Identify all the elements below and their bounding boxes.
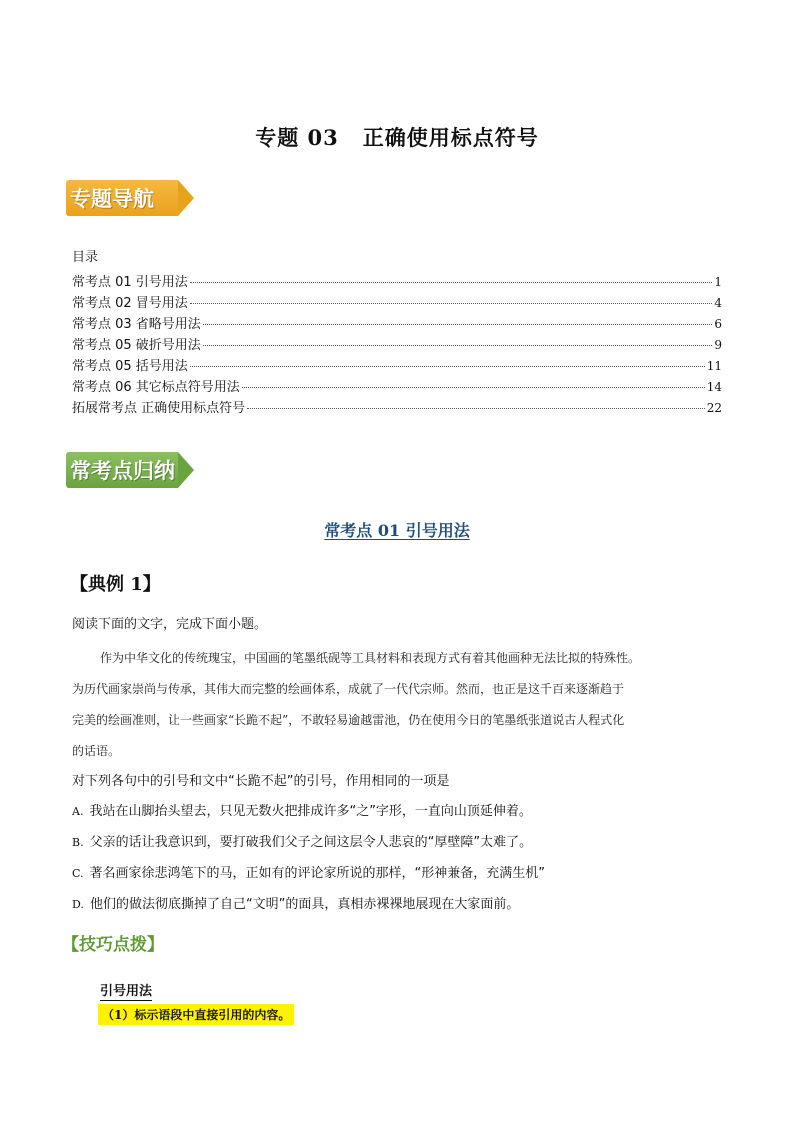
topic-navigation-banner: [66, 180, 194, 216]
answer-option: [72, 831, 752, 862]
page-title: [0, 122, 794, 152]
option-text: 他们的做法彻底撕掉了自己“文明”的面具，真相赤裸裸地展现在大家面前。: [89, 897, 520, 912]
answer-option: [72, 893, 752, 924]
toc-entry-page: 11: [706, 359, 722, 373]
page-title-text: 正确使用标点符号: [362, 125, 539, 150]
toc-heading: 目录: [72, 250, 99, 265]
section-title[interactable]: [0, 518, 794, 541]
toc-entry-title: 拓展常考点 正确使用标点符号: [72, 401, 246, 416]
toc-entry-page: 4: [714, 296, 722, 310]
passage-line: 为历代画家崇尚与传承，其伟大而完整的绘画体系，成就了一代代宗师。然而，也正是这千百来逐渐趋于: [72, 682, 625, 696]
answer-options: [72, 800, 752, 924]
reading-passage: [72, 643, 732, 767]
example-label: 【典例 1】: [70, 574, 161, 595]
table-of-contents: [72, 271, 722, 418]
option-key: B.: [72, 836, 84, 849]
toc-entry-title: 常考点 01 引号用法: [72, 275, 188, 290]
question-stem: 对下列各句中的引号和文中“长跪不起”的引号，作用相同的一项是: [72, 774, 450, 789]
toc-entry[interactable]: [72, 313, 722, 334]
toc-entry[interactable]: [72, 292, 722, 313]
toc-entry-page: 6: [714, 317, 722, 331]
usage-title: 引号用法: [100, 980, 152, 1001]
passage-line: 完美的绘画准则，让一些画家“长跪不起”，不敢轻易逾越雷池，仍在使用今日的笔墨纸张道说古人程式化: [72, 713, 625, 727]
tips-label: 【技巧点拨】: [62, 935, 164, 955]
toc-entry-title: 常考点 05 括号用法: [72, 359, 188, 374]
toc-entry[interactable]: [72, 355, 722, 376]
option-key: A.: [72, 805, 84, 818]
toc-entry-title: 常考点 06 其它标点符号用法: [72, 380, 240, 395]
toc-entry[interactable]: [72, 376, 722, 397]
toc-entry-page: 22: [706, 401, 722, 415]
answer-option: [72, 862, 752, 893]
toc-entry-title: 常考点 05 破折号用法: [72, 338, 201, 353]
usage-item-highlighted: （1）标示语段中直接引用的内容。: [98, 1004, 294, 1025]
toc-entry[interactable]: [72, 334, 722, 355]
page-title-number: 专题 03: [255, 125, 339, 150]
passage-line: 的话语。: [72, 744, 121, 758]
arrow-tip-icon: [178, 180, 194, 216]
toc-entry-title: 常考点 03 省略号用法: [72, 317, 201, 332]
key-points-summary-banner: [66, 452, 194, 488]
option-key: D.: [72, 898, 84, 911]
toc-entry[interactable]: [72, 271, 722, 292]
option-key: C.: [72, 867, 84, 880]
section-title-link[interactable]: 常考点 01 引号用法: [324, 521, 470, 540]
toc-entry-page: 1: [714, 275, 722, 289]
answer-option: [72, 800, 752, 831]
passage-line: 作为中华文化的传统瑰宝，中国画的笔墨纸砚等工具材料和表现方式有着其他画种无法比拟的特殊性。: [100, 651, 641, 665]
toc-entry-page: 14: [706, 380, 722, 394]
toc-entry-page: 9: [714, 338, 722, 352]
banner-label: 专题导航: [70, 187, 154, 211]
toc-entry[interactable]: [72, 397, 722, 418]
banner-label: 常考点归纳: [70, 459, 175, 483]
option-text: 父亲的话让我意识到，要打破我们父子之间这层令人悲哀的“厚壁障”太难了。: [89, 835, 533, 850]
arrow-tip-icon: [178, 452, 194, 488]
toc-entry-title: 常考点 02 冒号用法: [72, 296, 188, 311]
option-text: 我站在山脚抬头望去，只见无数火把排成许多“之”字形，一直向山顶延伸着。: [89, 804, 532, 819]
instruction-text: 阅读下面的文字，完成下面小题。: [72, 617, 268, 632]
option-text: 著名画家徐悲鸿笔下的马，正如有的评论家所说的那样，“形神兼备，充满生机”: [89, 866, 546, 881]
